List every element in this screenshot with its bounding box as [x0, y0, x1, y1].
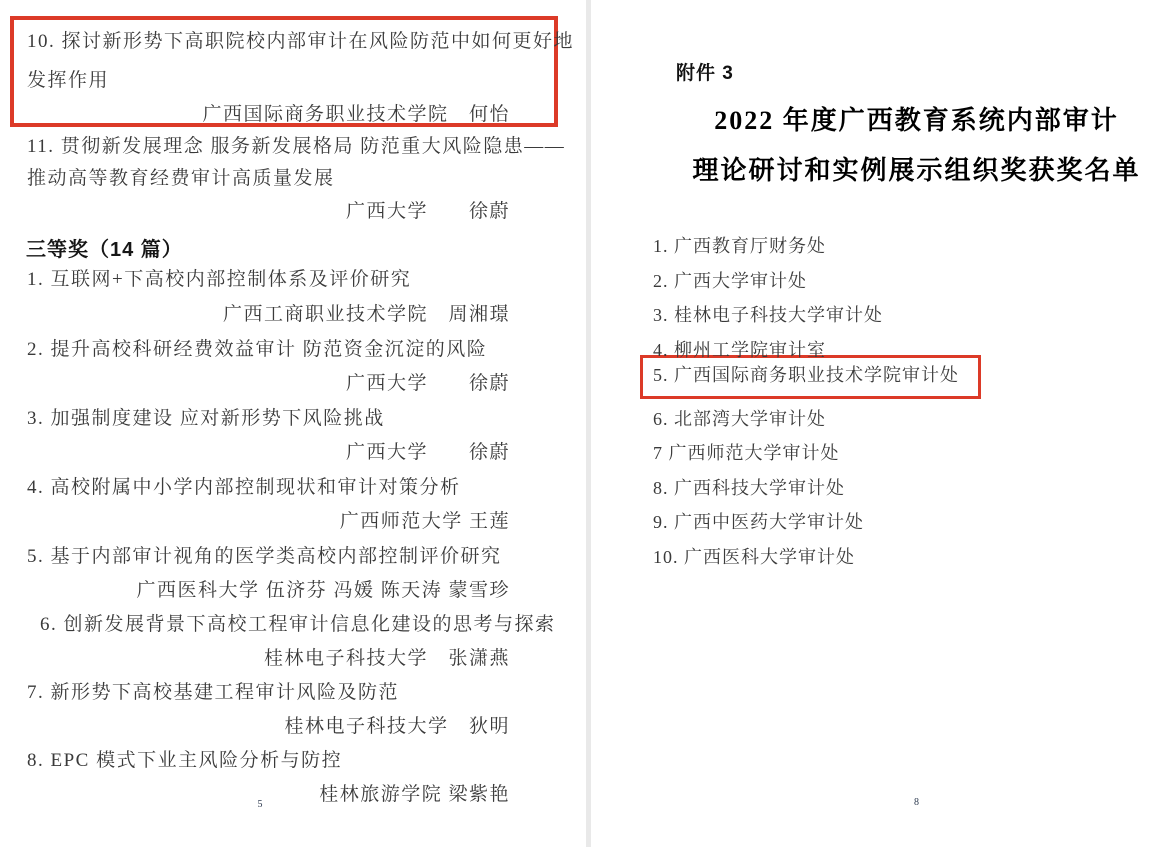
award-item-11-title-line1: 11. 贯彻新发展理念 服务新发展格局 防范重大风险隐患——	[27, 136, 566, 157]
attachment-label: 附件 3	[676, 63, 734, 84]
award-item-10-title-line1: 10. 探讨新形势下高职院校内部审计在风险防范中如何更好地	[27, 31, 575, 52]
award-entry-4-title: 4. 高校附属中小学内部控制现状和审计对策分析	[27, 477, 461, 498]
award-entry-8-title: 8. EPC 模式下业主风险分析与防控	[27, 750, 343, 771]
page-number-left: 5	[257, 799, 263, 810]
award-item-11-attribution: 广西大学 徐蔚	[345, 201, 510, 222]
org-entry-7: 7 广西师范大学审计处	[653, 443, 840, 463]
org-entry-2: 2. 广西大学审计处	[653, 271, 807, 291]
award-entry-1-attribution: 广西工商职业技术学院 周湘璟	[222, 304, 510, 325]
org-entry-3: 3. 桂林电子科技大学审计处	[653, 305, 883, 325]
page-number-right: 8	[914, 797, 919, 808]
award-item-10-attribution: 广西国际商务职业技术学院 何怡	[202, 104, 510, 125]
award-entry-5-title: 5. 基于内部审计视角的医学类高校内部控制评价研究	[27, 546, 502, 567]
award-item-11-title-line2: 推动高等教育经费审计高质量发展	[27, 168, 335, 189]
org-entry-4: 4. 柳州工学院审计室	[653, 340, 826, 360]
page-right	[591, 0, 1176, 847]
award-entry-2-title: 2. 提升高校科研经费效益审计 防范资金沉淀的风险	[27, 339, 488, 360]
document-title-line1: 2022 年度广西教育系统内部审计	[714, 106, 1119, 135]
award-entry-1-title: 1. 互联网+下高校内部控制体系及评价研究	[27, 269, 412, 290]
org-entry-10: 10. 广西医科大学审计处	[653, 547, 855, 567]
award-item-10-title-line2: 发挥作用	[27, 70, 110, 91]
award-entry-6-attribution: 桂林电子科技大学 张潇燕	[263, 648, 510, 669]
award-entry-7-attribution: 桂林电子科技大学 狄明	[284, 716, 510, 737]
org-entry-6: 6. 北部湾大学审计处	[653, 409, 826, 429]
org-entry-1: 1. 广西教育厅财务处	[653, 236, 826, 256]
award-entry-6-title: 6. 创新发展背景下高校工程审计信息化建设的思考与探索	[40, 614, 556, 635]
org-entry-9: 9. 广西中医药大学审计处	[653, 512, 864, 532]
award-entry-7-title: 7. 新形势下高校基建工程审计风险及防范	[27, 682, 400, 703]
org-entry-8: 8. 广西科技大学审计处	[653, 478, 845, 498]
award-entry-2-attribution: 广西大学 徐蔚	[345, 373, 510, 394]
org-entry-5: 5. 广西国际商务职业技术学院审计处	[653, 365, 959, 385]
document-title-line2: 理论研讨和实例展示组织奖获奖名单	[692, 156, 1141, 185]
section-heading-third-prize: 三等奖（14 篇）	[26, 239, 183, 261]
award-entry-3-title: 3. 加强制度建设 应对新形势下风险挑战	[27, 408, 385, 429]
award-entry-3-attribution: 广西大学 徐蔚	[345, 442, 510, 463]
award-entry-4-attribution: 广西师范大学 王莲	[339, 511, 510, 532]
award-entry-8-attribution: 桂林旅游学院 梁紫艳	[319, 784, 510, 805]
page-left	[0, 0, 586, 847]
award-entry-5-attribution: 广西医科大学 伍济芬 冯媛 陈天涛 蒙雪珍	[136, 580, 510, 601]
